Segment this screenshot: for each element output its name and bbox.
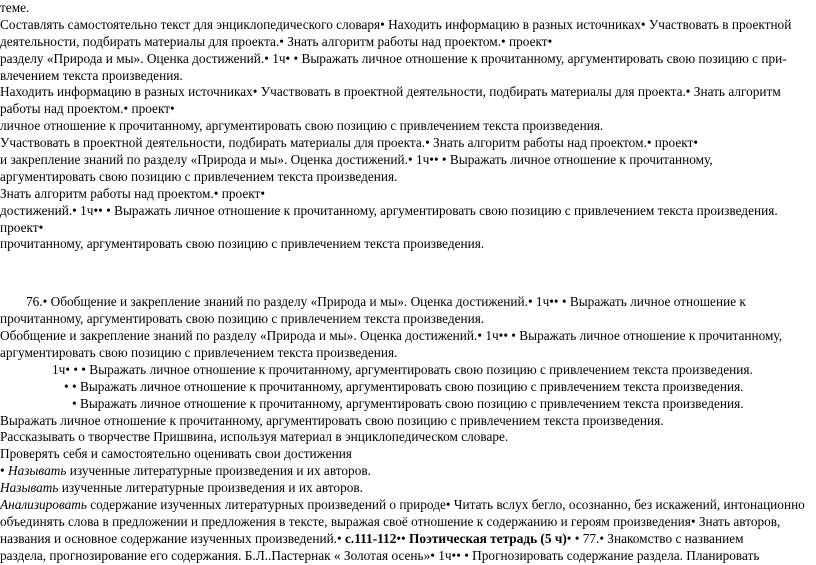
text-span: содержание изученных литературных произведений о природе• Читать вслух бегло, осознанно, без искажений, интонационно <box>86 497 805 513</box>
text-line: • • Выражать личное отношение к прочитанному, аргументировать свою позицию с привлечением текста произведения. <box>64 378 744 394</box>
text-line: объединять слова в предложении и предложения в тексте, выражая своё отношение к содержанию и героям произведения• Знать авторов, <box>0 513 781 529</box>
text-line: Проверять себя и самостоятельно оценивать свои достижения <box>0 446 352 462</box>
page-reference: с.111-112 <box>345 530 397 546</box>
text-line <box>0 480 808 497</box>
text-span: изученные литературные произведения и их авторов. <box>66 463 371 479</box>
text-line <box>0 497 808 514</box>
text-line: Составлять самостоятельно текст для энциклопедического словаря• Находить информацию в разных источниках• Участвовать в проектной <box>0 16 792 32</box>
text-line: аргументировать свою позицию с привлечением текста произведения. <box>0 168 398 184</box>
text-line: достижений.• 1ч•• • Выражать личное отношение к прочитанному, аргументировать свою позицию с привлечением текста произведения. <box>0 202 778 218</box>
text-line: прочитанному, аргументировать свою позицию с привлечением текста произведения. <box>0 311 485 327</box>
text-line: разделу «Природа и мы». Оценка достижений.• 1ч• • Выражать личное отношение к прочитанному, аргументировать свою позицию с при- <box>0 50 787 66</box>
text-line: проект• <box>0 219 44 235</box>
text-span: изученные литературные произведения и их авторов. <box>58 480 363 496</box>
text-span: • • 77.• Знакомство с названием <box>566 530 744 546</box>
bullet: • <box>0 463 8 479</box>
italic-term: Называть <box>0 480 59 496</box>
text-line: теме. <box>0 0 30 15</box>
section-title: Поэтическая тетрадь (5 ч) <box>408 530 567 546</box>
bottom-text-block <box>0 294 808 564</box>
italic-term: Анализировать <box>0 497 87 513</box>
text-line: и закрепление знаний по разделу «Природа и мы». Оценка достижений.• 1ч•• • Выражать личное отношение к прочитанному, <box>0 152 713 168</box>
text-line: 1ч• • • Выражать личное отношение к прочитанному, аргументировать свою позицию с привлечением текста произведения. <box>52 361 753 377</box>
text-line: Рассказывать о творчестве Пришвина, используя материал в энциклопедическом словаре. <box>0 429 509 445</box>
text-line: деятельности, подбирать материалы для проекта.• Знать алгоритм работы над проектом.• проект• <box>0 33 553 49</box>
text-line: • Выражать личное отношение к прочитанному, аргументировать свою позицию с привлечением текста произведения. <box>72 395 744 411</box>
text-line: Участвовать в проектной деятельности, подбирать материалы для проекта.• Знать алгоритм работы над проектом.• проект• <box>0 135 699 151</box>
text-line: Знать алгоритм работы над проектом.• проект• <box>0 185 265 201</box>
top-text-block <box>0 0 808 253</box>
text-line: Выражать личное отношение к прочитанному, аргументировать свою позицию с привлечением текста произведения. <box>0 412 664 428</box>
section-gap <box>0 253 808 294</box>
text-line: влечением текста произведения. <box>0 67 183 83</box>
text-line <box>0 531 808 548</box>
text-line: раздела, прогнозирование его содержания. Б.Л..Пастернак « Золотая осень»• 1ч•• • Прогнозировать содержание раздела. Планировать <box>0 547 760 563</box>
text-line <box>0 463 808 480</box>
text-line: аргументировать свою позицию с привлечением текста произведения. <box>0 345 398 361</box>
text-span: названия и основное содержание изученных произведений.• <box>0 530 345 546</box>
text-line: Находить информацию в разных источниках• Участвовать в проектной деятельности, подбирать материалы для проекта.• Знать алгоритм <box>0 84 781 100</box>
text-line: прочитанному, аргументировать свою позицию с привлечением текста произведения. <box>0 236 485 252</box>
text-line: работы над проектом.• проект• <box>0 101 175 117</box>
text-line: личное отношение к прочитанному, аргументировать свою позицию с привлечением текста произведения. <box>0 118 604 134</box>
text-line: Обобщение и закрепление знаний по разделу «Природа и мы». Оценка достижений.• 1ч•• • Выражать личное отношение к прочитанному, <box>0 328 783 344</box>
lesson-heading-line: 76.• Обобщение и закрепление знаний по разделу «Природа и мы». Оценка достижений.• 1ч•• • Выражать личное отношение к <box>26 294 746 310</box>
italic-term: Называть <box>7 463 67 479</box>
text-span: •• <box>396 530 409 546</box>
